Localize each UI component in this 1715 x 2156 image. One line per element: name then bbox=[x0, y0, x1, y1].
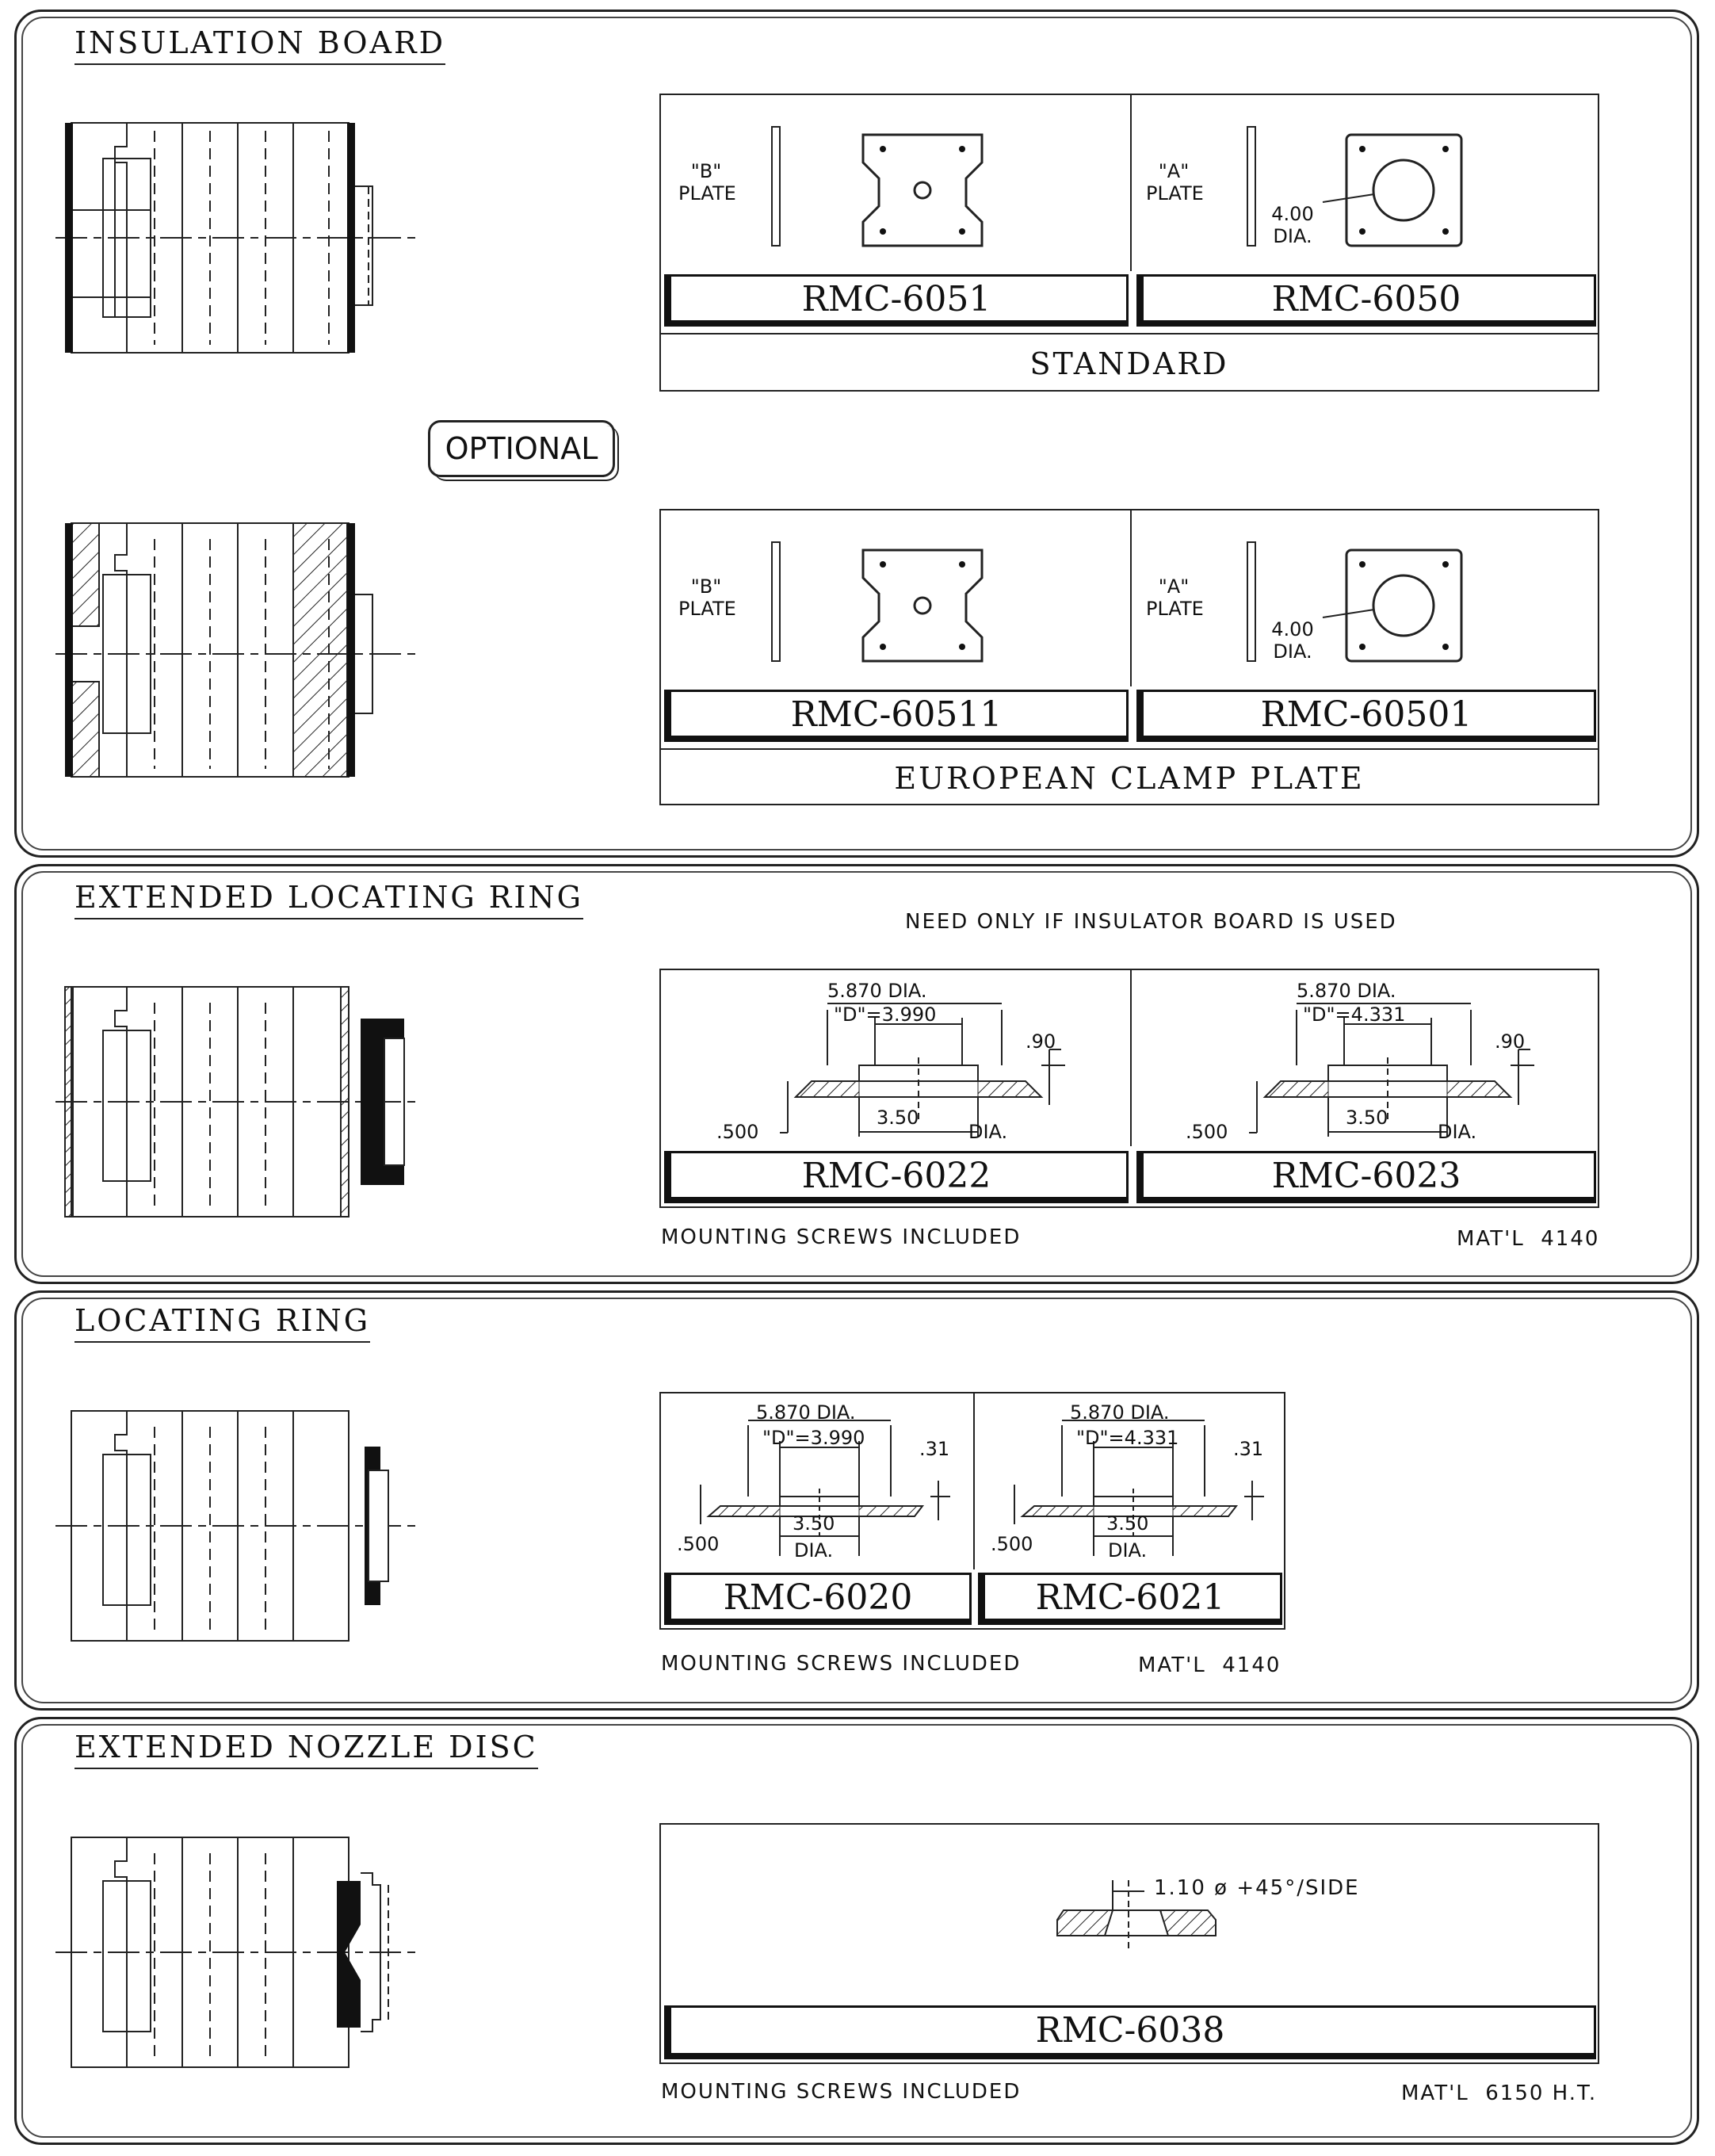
a-plate-label: "A" PLATE bbox=[1146, 575, 1204, 620]
standard-footer: STANDARD bbox=[661, 333, 1598, 393]
thickness-dim: .500 bbox=[991, 1533, 1033, 1555]
a-plate-drawing bbox=[1247, 542, 1485, 669]
mold-drawing-locating-ring bbox=[55, 1411, 428, 1649]
outer-dim: 5.870 DIA. bbox=[1297, 980, 1396, 1002]
thickness-dim: .500 bbox=[1186, 1121, 1228, 1143]
material-note: MAT'L 4140 bbox=[1457, 1227, 1600, 1251]
part-rmc-6023[interactable]: RMC-6023 bbox=[1136, 1151, 1596, 1203]
screws-note: MOUNTING SCREWS INCLUDED bbox=[661, 2080, 1022, 2104]
d-dim: "D"=3.990 bbox=[762, 1427, 865, 1449]
d-dim: "D"=3.990 bbox=[834, 1003, 937, 1026]
height-dim: .90 bbox=[1026, 1030, 1056, 1053]
mold-drawing-extended-ring bbox=[55, 987, 428, 1225]
b-plate-drawing bbox=[772, 542, 1010, 669]
nozzle-disc-table bbox=[659, 1823, 1599, 2064]
thickness-dim: .500 bbox=[716, 1121, 759, 1143]
inner-dim: 3.50 bbox=[1106, 1512, 1149, 1535]
extended-nozzle-disc-title: EXTENDED NOZZLE DISC bbox=[74, 1730, 538, 1769]
outer-dim: 5.870 DIA. bbox=[756, 1401, 856, 1424]
inner-dim: 3.50 bbox=[1346, 1107, 1388, 1129]
dia-dim: DIA. bbox=[794, 1539, 834, 1562]
dia-dim: DIA. bbox=[968, 1121, 1008, 1143]
mold-drawing-nozzle-disc bbox=[55, 1837, 428, 2075]
part-rmc-6021[interactable]: RMC-6021 bbox=[978, 1573, 1282, 1625]
d-dim: "D"=4.331 bbox=[1303, 1003, 1406, 1026]
inner-dim: 3.50 bbox=[877, 1107, 919, 1129]
b-plate-label: "B" PLATE bbox=[678, 575, 736, 620]
nozzle-callout: 1.10 ø +45°/SIDE bbox=[1154, 1876, 1360, 1900]
thickness-dim: .500 bbox=[677, 1533, 720, 1555]
european-table bbox=[659, 509, 1599, 805]
part-rmc-6038[interactable]: RMC-6038 bbox=[664, 2005, 1596, 2059]
material-note: MAT'L 4140 bbox=[1138, 1653, 1281, 1677]
material-note: MAT'L 6150 H.T. bbox=[1401, 2081, 1598, 2105]
part-rmc-60501[interactable]: RMC-60501 bbox=[1136, 690, 1596, 742]
mold-drawing-standard bbox=[55, 115, 428, 369]
extended-locating-ring-title: EXTENDED LOCATING RING bbox=[74, 880, 583, 919]
a-plate-drawing bbox=[1247, 127, 1485, 254]
a-plate-label: "A" PLATE bbox=[1146, 160, 1204, 205]
inner-dim: 3.50 bbox=[793, 1512, 835, 1535]
european-footer: EUROPEAN CLAMP PLATE bbox=[661, 748, 1598, 807]
part-rmc-60511[interactable]: RMC-60511 bbox=[664, 690, 1129, 742]
part-rmc-6051[interactable]: RMC-6051 bbox=[664, 274, 1129, 327]
d-dim: "D"=4.331 bbox=[1076, 1427, 1179, 1449]
height-dim: .31 bbox=[919, 1438, 950, 1460]
locating-ring-table bbox=[659, 1392, 1285, 1630]
dia-label: 4.00 DIA. bbox=[1271, 618, 1314, 663]
mold-drawing-european bbox=[55, 523, 428, 785]
height-dim: .31 bbox=[1233, 1438, 1264, 1460]
optional-label: OPTIONAL bbox=[428, 420, 615, 477]
screws-note: MOUNTING SCREWS INCLUDED bbox=[661, 1652, 1022, 1676]
b-plate-drawing bbox=[772, 127, 1010, 254]
insulation-board-title: INSULATION BOARD bbox=[74, 25, 445, 65]
part-rmc-6050[interactable]: RMC-6050 bbox=[1136, 274, 1596, 327]
screws-note: MOUNTING SCREWS INCLUDED bbox=[661, 1225, 1022, 1249]
insulator-note: NEED ONLY IF INSULATOR BOARD IS USED bbox=[905, 910, 1397, 934]
dia-dim: DIA. bbox=[1108, 1539, 1148, 1562]
dia-label: 4.00 DIA. bbox=[1271, 203, 1314, 247]
part-rmc-6022[interactable]: RMC-6022 bbox=[664, 1151, 1129, 1203]
dia-dim: DIA. bbox=[1438, 1121, 1477, 1143]
outer-dim: 5.870 DIA. bbox=[827, 980, 927, 1002]
height-dim: .90 bbox=[1495, 1030, 1526, 1053]
b-plate-label: "B" PLATE bbox=[678, 160, 736, 205]
outer-dim: 5.870 DIA. bbox=[1070, 1401, 1170, 1424]
locating-ring-title: LOCATING RING bbox=[74, 1303, 370, 1343]
standard-table bbox=[659, 94, 1599, 392]
extended-ring-table bbox=[659, 969, 1599, 1208]
part-rmc-6020[interactable]: RMC-6020 bbox=[664, 1573, 972, 1625]
